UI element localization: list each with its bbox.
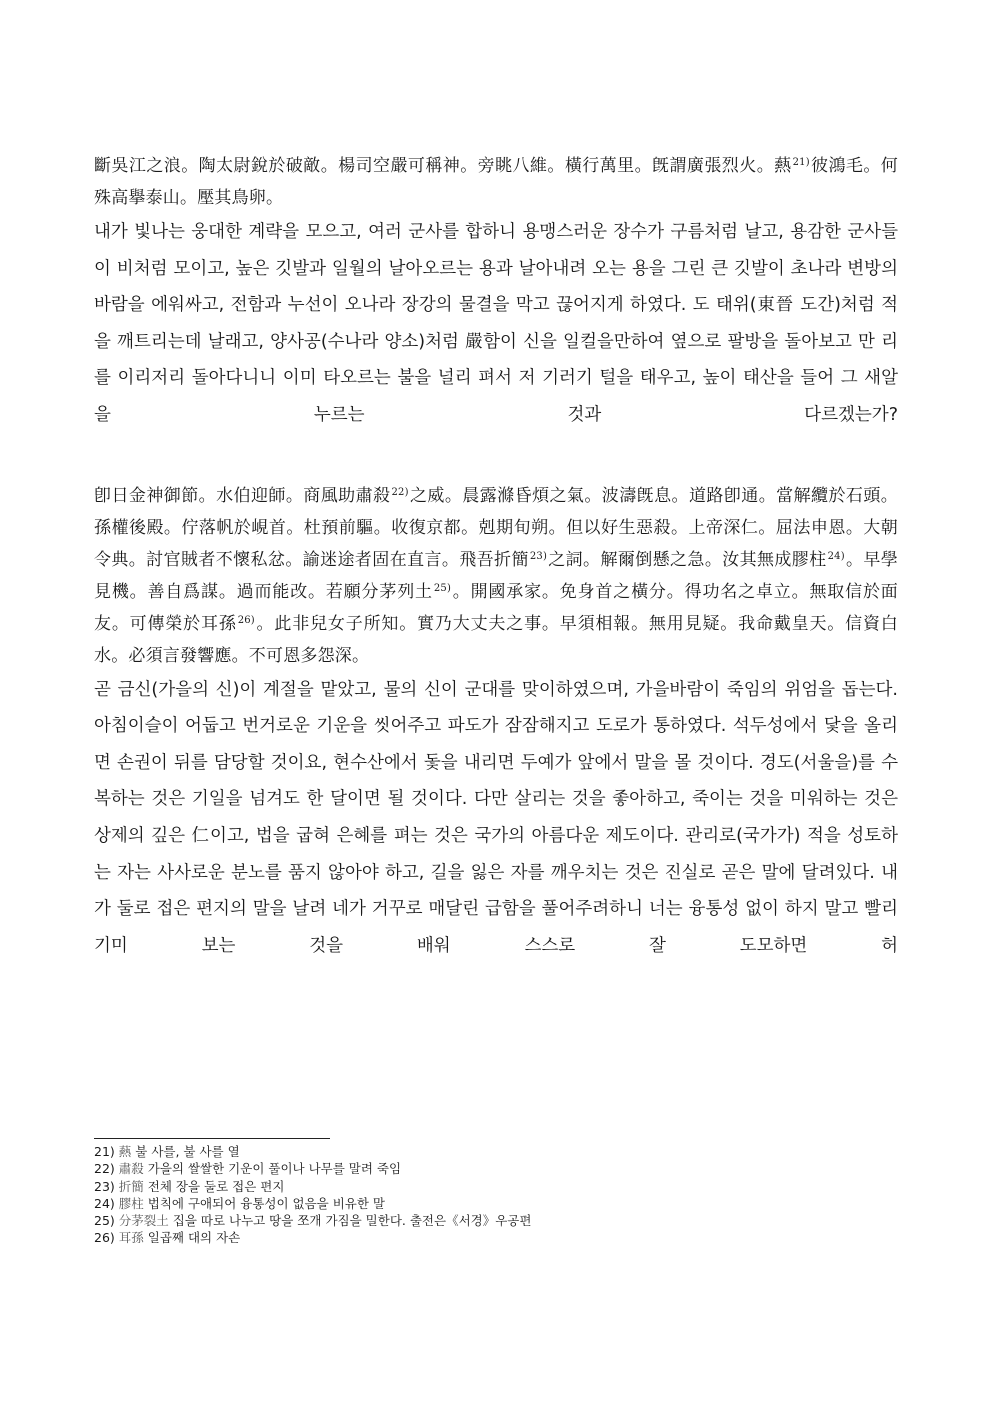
footnote-23	[94, 1178, 898, 1195]
korean-translation-paragraph-1: 내가 빛나는 웅대한 계략을 모으고, 여러 군사를 합하니 용맹스러운 장수가 구름처럼 날고, 용감한 군사들이 비처럼 모이고, 높은 깃발과 일월의 날아오르는 용과 날아내려 오는 용을 그린 큰 깃발이 초나라 변방의 바람을 에워싸고, 전함과 누선이 오나라 장강의 물결을 막고 끊어지게 하였다. 도 태위(東晉 도간)처럼 적을 깨트리는데 날래고, 양사공(수나라 양소)처럼 嚴함이 신을 일컬을만하여 옆으로 팔방을 돌아보고 만 리를 이리저리 돌아다니니 이미 타오르는 불을 널리 펴서 저 기러기 털을 태우고, 높이 태산을 들어 그 새알을 누르는 것과 다르겠는가?	[94, 222, 898, 425]
footnote-separator	[94, 1138, 330, 1139]
paragraph-gap	[94, 434, 898, 480]
footnote-25	[94, 1212, 898, 1229]
footnote-ref-25[interactable]: 25)	[433, 582, 452, 594]
footnote-text: 일곱째 대의 자손	[147, 1230, 241, 1246]
classical-text-segment: 。早學見機。善自爲謀。過而能改。若願分茅列土	[94, 549, 898, 602]
footnote-term: 爇	[118, 1144, 132, 1159]
footnote-text: 법칙에 구애되어 융통성이 없음을 비유한 말	[147, 1195, 385, 1211]
classical-text-segment: 卽日金神御節。水伯迎師。商風助肅殺	[94, 485, 391, 506]
document-body	[94, 150, 898, 964]
footnote-ref-24[interactable]: 24)	[827, 550, 845, 562]
footnote-number: 21)	[94, 1144, 115, 1159]
footnote-text: 가을의 쌀쌀한 기운이 풀이나 나무를 말려 죽임	[147, 1161, 402, 1177]
footnote-24	[94, 1195, 898, 1212]
footnote-term: 折簡	[118, 1178, 144, 1194]
footnote-number: 26)	[94, 1230, 115, 1246]
classical-text-paragraph-2	[94, 480, 898, 672]
classical-text-paragraph-1	[94, 150, 898, 214]
classical-text-segment: 彼鴻毛。何殊高擧泰山。壓其鳥卵。	[94, 156, 899, 208]
footnote-26	[94, 1229, 898, 1246]
classical-text-segment: 。開國承家。免身首之橫分。得功名之卓立。無取信於面友。可傳榮於耳孫	[94, 581, 898, 634]
footnote-number: 25)	[94, 1213, 115, 1229]
footnote-text: 불 사를, 불 사를 열	[135, 1144, 240, 1159]
footnote-term: 分茅裂土	[118, 1213, 169, 1229]
footnote-text: 전체 장을 둘로 접은 편지	[147, 1178, 285, 1194]
footnote-term: 肅殺	[118, 1161, 144, 1177]
footnote-21	[94, 1143, 898, 1160]
footnote-number: 23)	[94, 1178, 115, 1194]
korean-translation-paragraph-2: 곧 금신(가을의 신)이 계절을 맡았고, 물의 신이 군대를 맞이하였으며, 가을바람이 죽임의 위엄을 돕는다. 아침이슬이 어둡고 번거로운 기운을 씻어주고 파도가 잠잠해지고 도로가 통하였다. 석두성에서 닻을 올리면 손권이 뒤를 담당할 것이요, 현수산에서 돛을 내리면 두예가 앞에서 말을 몰 것이다. 경도(서울을)를 수복하는 것은 기일을 넘겨도 한 달이면 될 것이다. 다만 살리는 것을 좋아하고, 죽이는 것을 미워하는 것은 상제의 깊은 仁이고, 법을 굽혀 은혜를 펴는 것은 국가의 아름다운 제도이다. 관리로(국가가) 적을 성토하는 자는 사사로운 분노를 품지 않아야 하고, 길을 잃은 자를 깨우치는 것은 진실로 곧은 말에 달려있다. 내가 둘로 접은 편지의 말을 날려 네가 거꾸로 매달린 급함을 풀어주려하니 너는 융통성 없이 하지 말고 빨리 기미 보는 것을 배워 스스로 잘 도모하면 허	[94, 679, 898, 956]
classical-text-segment: 。此非兒女子所知。實乃大丈夫之事。早須相報。無用見疑。我命戴皇天。信資白水。必須言發響應。不可恩多怨深。	[94, 613, 898, 666]
footnote-number: 22)	[94, 1161, 115, 1177]
classical-text-segment: 之威。晨露滌昏煩之氣。波濤旣息。道路卽通。當解纜於石頭。孫權後殿。佇落帆於峴首。杜預前驅。收復京都。剋期旬朔。但以好生惡殺。上帝深仁。屈法申恩。大朝令典。討官賊者不懷私忿。諭迷途者固在直言。飛吾折簡	[94, 485, 898, 570]
footnote-term: 耳孫	[118, 1230, 144, 1246]
classical-text-segment: 之詞。解爾倒懸之急。汝其無成膠柱	[548, 549, 827, 570]
footnote-ref-22[interactable]: 22)	[391, 486, 409, 498]
footnote-number: 24)	[94, 1195, 115, 1211]
classical-text-segment: 斷吳江之浪。陶太尉銳於破敵。楊司空嚴可稱神。旁眺八維。橫行萬里。旣謂廣張烈火。爇	[94, 156, 792, 176]
footnote-text: 집을 따로 나누고 땅을 쪼개 가짐을 밀한다. 출전은《서경》우공편	[172, 1213, 532, 1229]
footnotes-section	[94, 1138, 898, 1247]
footnote-ref-23[interactable]: 23)	[529, 550, 548, 562]
footnote-ref-26[interactable]: 26)	[237, 614, 255, 626]
footnote-22	[94, 1160, 898, 1177]
footnote-ref-21[interactable]: 21)	[792, 157, 810, 168]
footnote-term: 膠柱	[118, 1195, 144, 1211]
